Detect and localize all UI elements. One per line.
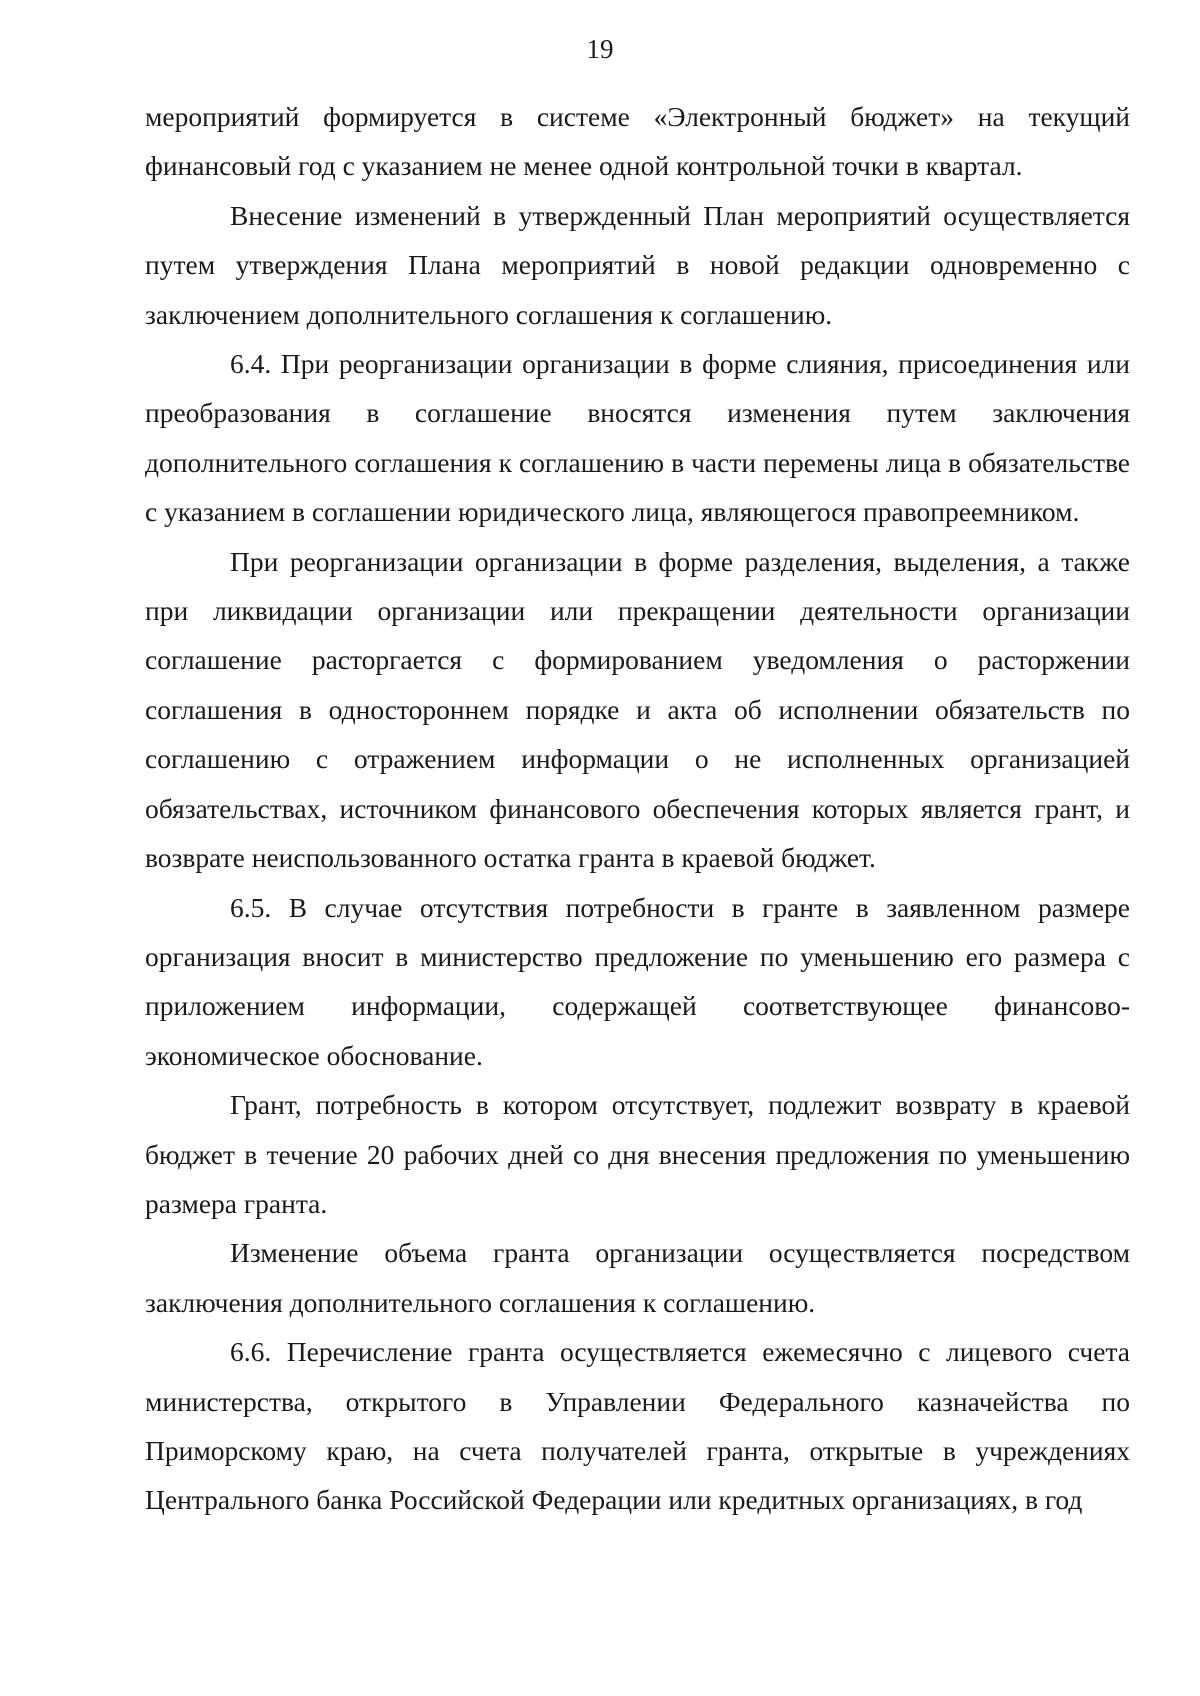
page-number: 19 [586, 34, 614, 64]
paragraph-separation-liquidation: При реорганизации организации в форме разделения, выделения, а также при ликвидации организации или прекращении деятельности организации соглашение расторгается с формированием уведомления о расторжении соглашения в одностороннем порядке и акта об исполнении обязательств по соглашению с отражением информации о не исполненных организацией обязательствах, источником финансового обеспечения которых является грант, и возврате неиспользованного остатка гранта в краевой бюджет. [145, 545, 1130, 874]
paragraph-6-6-transfer: 6.6. Перечисление гранта осуществляется ежемесячно с лицевого счета министерства, открытого в Управлении Федерального казначейства по Приморскому краю, на счета получателей гранта, открытые в учреждениях Центрального банка Российской Федерации или кредитных организациях, в год [145, 1336, 1130, 1516]
paragraph-grant-volume-change: Изменение объема гранта организации осуществляется посредством заключения дополнительного соглашения к соглашению. [145, 1237, 1130, 1318]
paragraph-6-4-reorganization: 6.4. При реорганизации организации в форме слияния, присоединения или преобразования в соглашение вносятся изменения путем заключения дополнительного соглашения к соглашению в части перемены лица в обязательстве с указанием в соглашении юридического лица, являющегося правопреемником. [145, 348, 1130, 528]
paragraph-continuation: мероприятий формируется в системе «Электронный бюджет» на текущий финансовый год с указанием не менее одной контрольной точки в квартал. [145, 101, 1130, 182]
document-body [145, 92, 1130, 1525]
paragraph-6-5-no-need: 6.5. В случае отсутствия потребности в гранте в заявленном размере организация вносит в министерство предложение по уменьшению его размера с приложением информации, содержащей соответствующее финансово-экономическое обоснование. [145, 891, 1130, 1071]
paragraph-plan-changes: Внесение изменений в утвержденный План мероприятий осуществляется путем утверждения Плана мероприятий в новой редакции одновременно с заключением дополнительного соглашения к соглашению. [145, 199, 1130, 330]
paragraph-grant-return: Грант, потребность в котором отсутствует, подлежит возврату в краевой бюджет в течение 20 рабочих дней со дня внесения предложения по уменьшению размера гранта. [145, 1089, 1130, 1219]
